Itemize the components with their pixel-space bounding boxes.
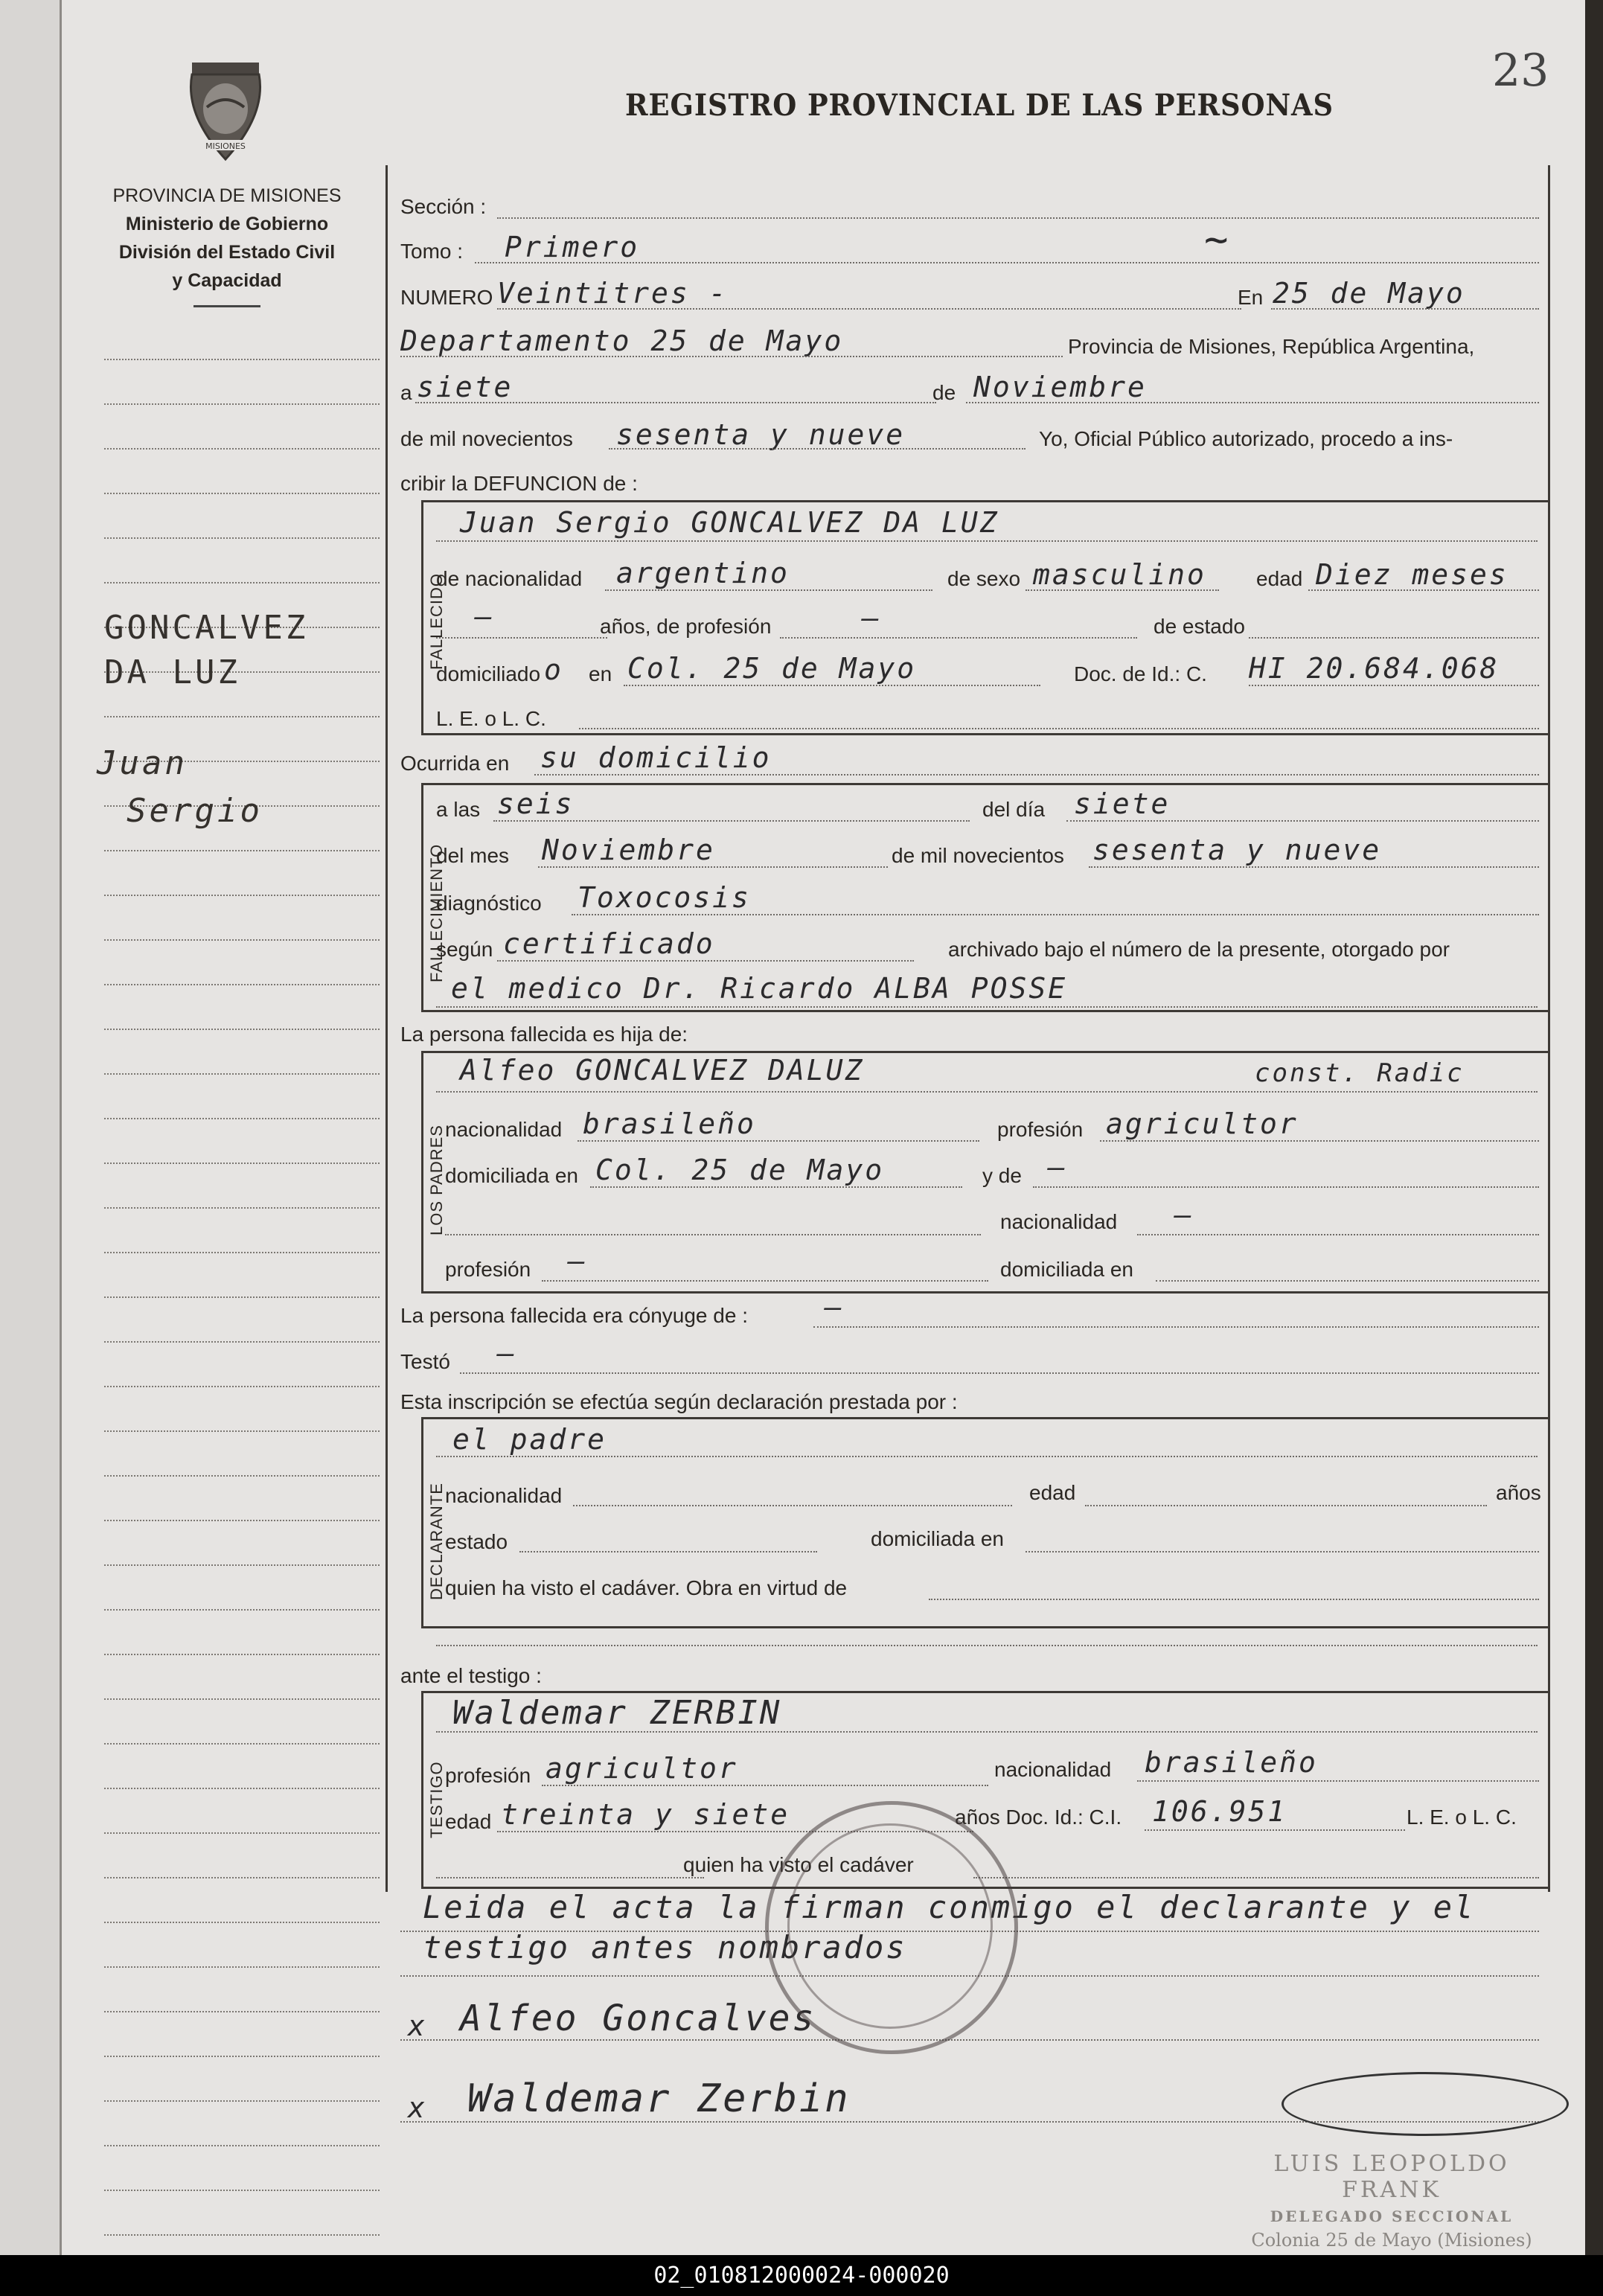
form-left-border [385,165,388,1892]
ocurrida-value: su domicilio [540,741,772,774]
oficial-text: Yo, Oficial Público autorizado, procedo a ins- [1039,427,1453,450]
padre-domiciliada-value: Col. 25 de Mayo [595,1154,885,1186]
declarante-cadaver-label: quien ha visto el cadáver. Obra en virtud de [445,1576,848,1599]
fallecido-section-label: FALLECIDO [427,572,446,670]
ministry-header [89,182,365,307]
declarante-estado-label: estado [445,1530,508,1553]
de-label: de [932,381,956,404]
footer-code: 02_010812000024-000020 [0,2255,1603,2296]
y-de-label: y de [982,1164,1022,1187]
padre-profesion-label: profesión [997,1118,1084,1141]
declarante-nacionalidad-label: nacionalidad [445,1484,563,1507]
padre-name: Alfeo GONCALVEZ DALUZ [460,1054,865,1087]
official-block [1220,2151,1563,2251]
testigo-name: Waldemar ZERBIN [452,1694,782,1732]
doc-value: HI 20.684.068 [1249,652,1500,685]
hora-value: seis [497,787,575,820]
madre-profesion-label: profesión [445,1258,531,1281]
sexo-value: masculino [1033,558,1206,591]
page-number: 23 [1492,45,1549,97]
numero-value: Veintitres - [497,277,729,310]
segun-value: certificado [503,927,715,960]
a-label: a [400,381,412,404]
provincia-text: Provincia de Misiones, República Argentina, [1068,335,1475,358]
testo-label: Testó [400,1350,450,1373]
binding-edge [1585,0,1603,2255]
y-de-value: — [1048,1151,1067,1183]
padres-section-label: LOS PADRES [427,1125,446,1235]
declaracion-label: Esta inscripción se efectúa según declaración prestada por : [400,1390,958,1413]
province-line: PROVINCIA DE MISIONES [112,185,342,206]
madre-profesion-value: — [568,1244,587,1277]
domiciliado-suffix: o [544,653,563,686]
archivado-text: archivado bajo el número de la presente, otorgado por [948,938,1450,961]
testigo-doc-label: años Doc. Id.: C.I. [955,1806,1122,1829]
dia-label: del día [982,798,1046,821]
testigo-doc-value: 106.951 [1152,1795,1287,1828]
closing-line-2: testigo antes nombrados [423,1929,907,1966]
hora-label: a las [436,798,481,821]
testigo-section-label: TESTIGO [427,1761,446,1838]
nacionalidad-label: de nacionalidad [436,567,583,590]
divider [193,305,260,307]
official-signature-stamp [1282,2072,1569,2136]
numero-label: NUMERO [400,286,493,309]
official-place: Colonia 25 de Mayo (Misiones) [1251,2230,1532,2251]
mil-label: de mil novecientos [400,427,573,450]
testigo-cadaver-label: quien ha visto el cadáver [683,1853,914,1876]
conyuge-value: — [825,1291,844,1323]
tomo-value: Primero [505,231,640,263]
previous-page-edge [0,0,62,2255]
declarante-edad-label: edad [1029,1481,1076,1504]
signature-scribble: ~ [1204,216,1229,263]
madre-nacionalidad-label: nacionalidad [1000,1210,1118,1233]
en-value: 25 de Mayo [1273,277,1465,310]
anio-label: de mil novecientos [892,844,1064,867]
domicilio-value: Col. 25 de Mayo [627,652,917,685]
seal-text: MISIONES [205,141,246,151]
segun-label: según [436,938,493,961]
day-value: siete [417,371,513,403]
sexo-label: de sexo [947,567,1021,590]
anos-value: — [475,600,494,633]
departamento-value: Departamento 25 de Mayo [400,324,844,357]
margin-given-2: Sergio [127,792,263,830]
padre-domiciliada-label: domiciliada en [445,1164,578,1187]
ministry-line: Ministerio de Gobierno [125,214,329,234]
anio-value: sesenta y nueve [1092,834,1382,866]
declarante-value: el padre [452,1423,607,1456]
testigo-nacionalidad-label: nacionalidad [994,1758,1112,1781]
en-label: En [1238,286,1264,309]
testigo-profesion-value: agricultor [545,1752,738,1785]
testigo-profesion-label: profesión [445,1764,531,1787]
le-label: L. E. o L. C. [436,707,546,730]
mes-label: del mes [436,844,510,867]
testo-value: — [497,1337,516,1369]
official-stamp-inner [787,1823,993,2029]
cribir-text: cribir la DEFUNCION de : [400,472,638,495]
closing-line-1: Leida el acta la firman conmigo el declarante y el [423,1889,1476,1925]
testigo-le-label: L. E. o L. C. [1407,1806,1517,1829]
capacity-line: y Capacidad [172,270,282,291]
padre-nacionalidad-label: nacionalidad [445,1118,563,1141]
signature-mark-2: x [408,2091,427,2124]
margin-given-1: Juan [97,744,188,782]
official-name: LUIS LEOPOLDO FRANK [1273,2151,1510,2203]
tomo-label: Tomo : [400,240,464,263]
provincial-seal-icon [185,63,266,164]
edad-label: edad [1256,567,1303,590]
division-line: División del Estado Civil [118,242,336,263]
signature-mark-1: x [408,2009,427,2042]
edad-value: Diez meses [1316,558,1508,591]
profesion-value: — [862,601,881,634]
testigo-edad-value: treinta y siete [501,1798,790,1831]
page-title: REGISTRO PROVINCIAL DE LAS PERSONAS [625,88,1334,123]
ante-testigo-label: ante el testigo : [400,1664,542,1687]
padre-nacionalidad-value: brasileño [583,1107,756,1140]
declarante-signature: Alfeo Goncalves [460,1998,816,2039]
padres-intro: La persona fallecida es hija de: [400,1023,688,1046]
fallecimiento-section-label: FALLECIMIENTO [427,843,446,982]
margin-surname-1: GONCALVEZ [104,609,309,647]
medico-value: el medico Dr. Ricardo ALBA POSSE [451,972,1068,1005]
testigo-signature: Waldemar Zerbin [467,2076,851,2121]
domicilio-en-label: en [589,662,612,685]
mes-value: Noviembre [542,834,715,866]
estado-label: de estado [1154,615,1245,638]
conyuge-label: La persona fallecida era cónyuge de : [400,1304,748,1327]
deceased-name: Juan Sergio GONCALVEZ DA LUZ [460,506,999,539]
madre-nacionalidad-value: — [1174,1198,1194,1231]
ocurrida-label: Ocurrida en [400,752,510,775]
declarante-domiciliada-label: domiciliada en [871,1527,1004,1550]
anos-label: años, de profesión [600,615,772,638]
madre-domiciliada-label: domiciliada en [1000,1258,1133,1281]
year-value: sesenta y nueve [616,418,906,451]
seccion-label: Sección : [400,195,487,218]
declarante-anos-label: años [1496,1481,1541,1504]
testigo-nacionalidad-value: brasileño [1145,1746,1318,1779]
declarante-section-label: DECLARANTE [427,1483,446,1600]
month-value: Noviembre [973,371,1147,403]
diagnostico-label: diagnóstico [436,892,542,915]
official-title: DELEGADO SECCIONAL [1270,2207,1514,2225]
margin-surname-2: DA LUZ [104,653,240,691]
domiciliado-label: domiciliado [436,662,541,685]
dia-value: siete [1074,787,1171,820]
diagnostico-value: Toxocosis [577,881,751,914]
doc-label: Doc. de Id.: C. [1074,662,1207,685]
nacionalidad-value: argentino [616,557,790,589]
testigo-edad-label: edad [445,1810,492,1833]
padre-note: const. Radic [1255,1058,1465,1088]
padre-profesion-value: agricultor [1106,1107,1299,1140]
